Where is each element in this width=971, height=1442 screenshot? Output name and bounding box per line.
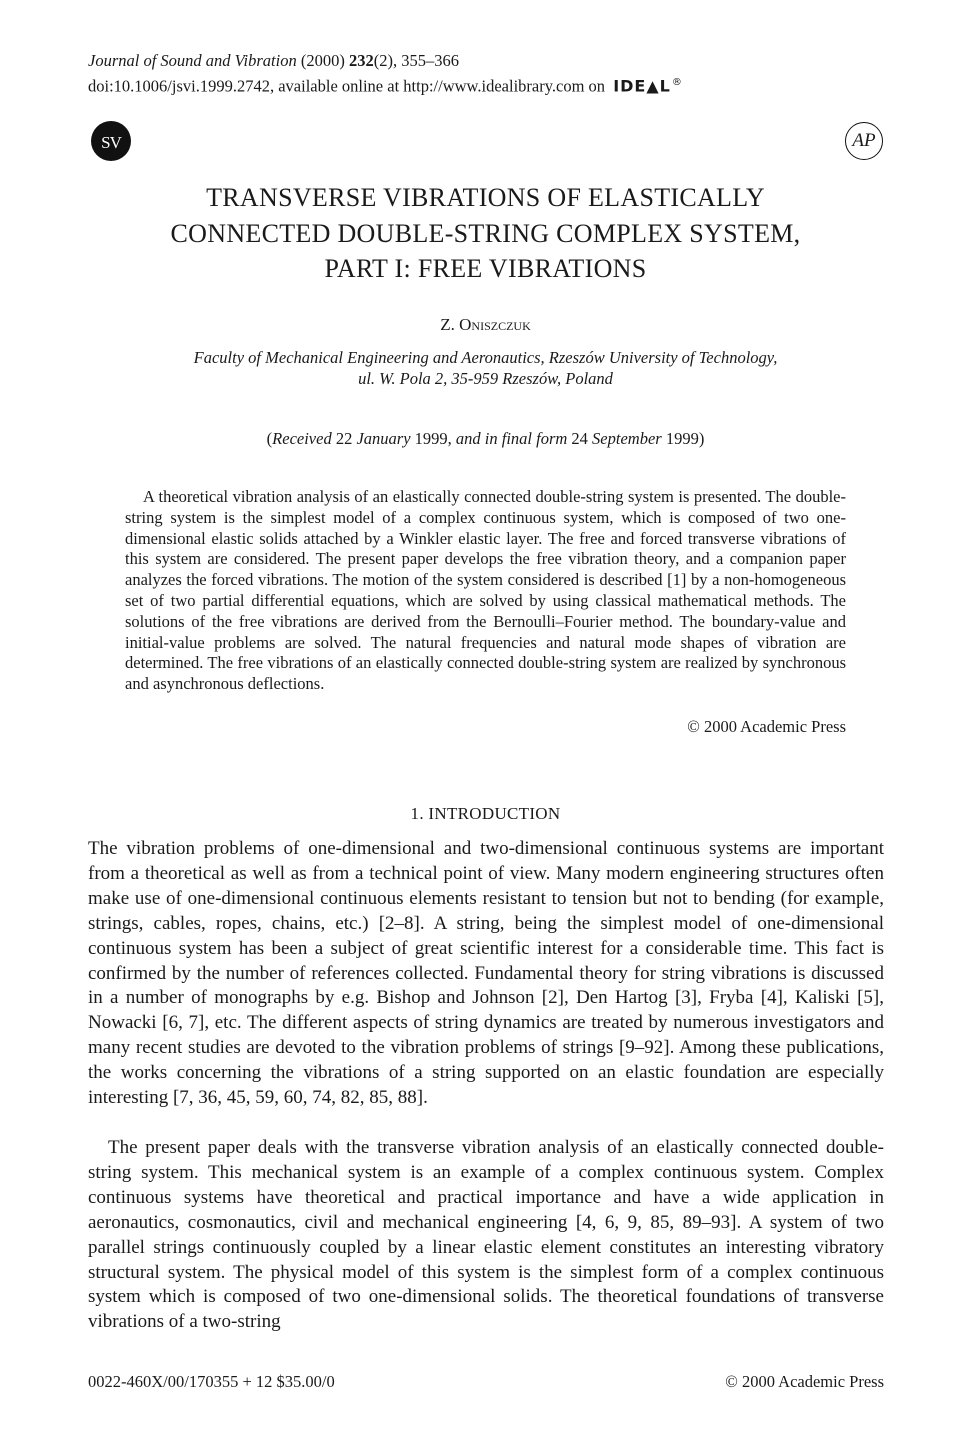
received-dates: (Received 22 January 1999, and in final form 24 September 1999) bbox=[266, 429, 705, 448]
journal-citation bbox=[88, 50, 459, 72]
affiliation-line-1: Faculty of Mechanical Engineering and Aeronautics, Rzeszów University of Technology, bbox=[193, 348, 778, 367]
sv-publisher-logo: SV bbox=[91, 121, 131, 161]
author bbox=[0, 314, 971, 336]
abstract: A theoretical vibration analysis of an elastically connected double-string system is presented. The double-string system is the simplest model of a complex continuous system, which is composed of two one-dimensional elastic solids attached by a Winkler elastic layer. The free and forced transverse vibrations of this system are considered. The present paper develops the free vibration theory, and a companion paper analyzes the forced vibrations. The motion of the system considered is described [1] by a non-homogeneous set of two partial differential equations, which are solved by using classical mathematical methods. The solutions of the free vibrations are derived from the Bernoulli–Fourier method. The boundary-value and initial-value problems are solved. The natural frequencies and natural mode shapes of vibration are determined. The free vibrations of an elastically connected double-string system are realized by synchronous and asynchronous deflections. bbox=[125, 487, 846, 694]
body-paragraph-1: The vibration problems of one-dimensional and two-dimensional continuous systems are important from a theoretical as well as from a technical point of view. Many modern engineering structures often make use of one-dimensional continuous elements resistant to tension but not to bending (for example, strings, cables, ropes, chains, etc.) [2–8]. A string, being the simplest model of one-dimensional continuous system has been a subject of great scientific interest for a considerable time. This fact is confirmed by the number of references collected. Fundamental theory for string vibrations is discussed in a number of monographs by e.g. Bishop and Johnson [2], Den Hartog [3], Fryba [4], Kaliski [5], Nowacki [6, 7], etc. The different aspects of string dynamics are treated by numerous investigators and many recent studies are devoted to the vibration problems of strings [9–92]. Among these publications, the works concerning the vibrations of a string supported on an elastic foundation are especially interesting [7, 36, 45, 59, 60, 74, 82, 85, 88]. bbox=[88, 838, 884, 1109]
affiliation-line-2: ul. W. Pola 2, 35-959 Rzeszów, Poland bbox=[358, 369, 613, 388]
ideal-logo: IDE▲L® bbox=[613, 76, 683, 96]
doi-text: doi:10.1006/jsvi.1999.2742, available online at http://www.idealibrary.com on bbox=[88, 76, 606, 96]
body-paragraph-2: The present paper deals with the transverse vibration analysis of an elastically connected double-string system. This mechanical system is an example of a complex continuous system. Complex continuous systems have theoretical and practical importance and have a wide application in aeronautics, cosmonautics, civil and mechanical engineering [4, 6, 9, 85, 89–93]. A system of two parallel strings continuously coupled by a linear elastic element constitutes an interesting vibratory structural system. The physical model of this system is the simplest form of a complex continuous system which is composed of two one-dimensional solids. The theoretical foundations of transverse vibrations of a two-string bbox=[88, 1137, 884, 1333]
journal-name: Journal of Sound and Vibration bbox=[88, 51, 297, 70]
paper-title-line-2: CONNECTED DOUBLE-STRING COMPLEX SYSTEM, bbox=[170, 219, 801, 248]
ap-publisher-logo: AP bbox=[845, 122, 883, 160]
abstract-copyright: © 2000 Academic Press bbox=[687, 717, 846, 736]
paper-title-line-3: PART I: FREE VIBRATIONS bbox=[324, 254, 647, 283]
author-initial: Z. bbox=[440, 315, 460, 334]
author-surname: Oniszczuk bbox=[459, 315, 531, 334]
doi-line bbox=[88, 72, 683, 97]
journal-volume: 232 bbox=[348, 51, 374, 70]
footer-code: 0022-460X/00/170355 + 12 $35.00/0 bbox=[88, 1372, 335, 1391]
paper-title-line-1: TRANSVERSE VIBRATIONS OF ELASTICALLY bbox=[206, 183, 765, 212]
journal-issue-pages: (2), 355–366 bbox=[373, 51, 459, 70]
section-heading: 1. INTRODUCTION bbox=[410, 804, 561, 823]
journal-year: (2000) bbox=[300, 51, 345, 70]
footer-copyright: © 2000 Academic Press bbox=[725, 1372, 884, 1391]
